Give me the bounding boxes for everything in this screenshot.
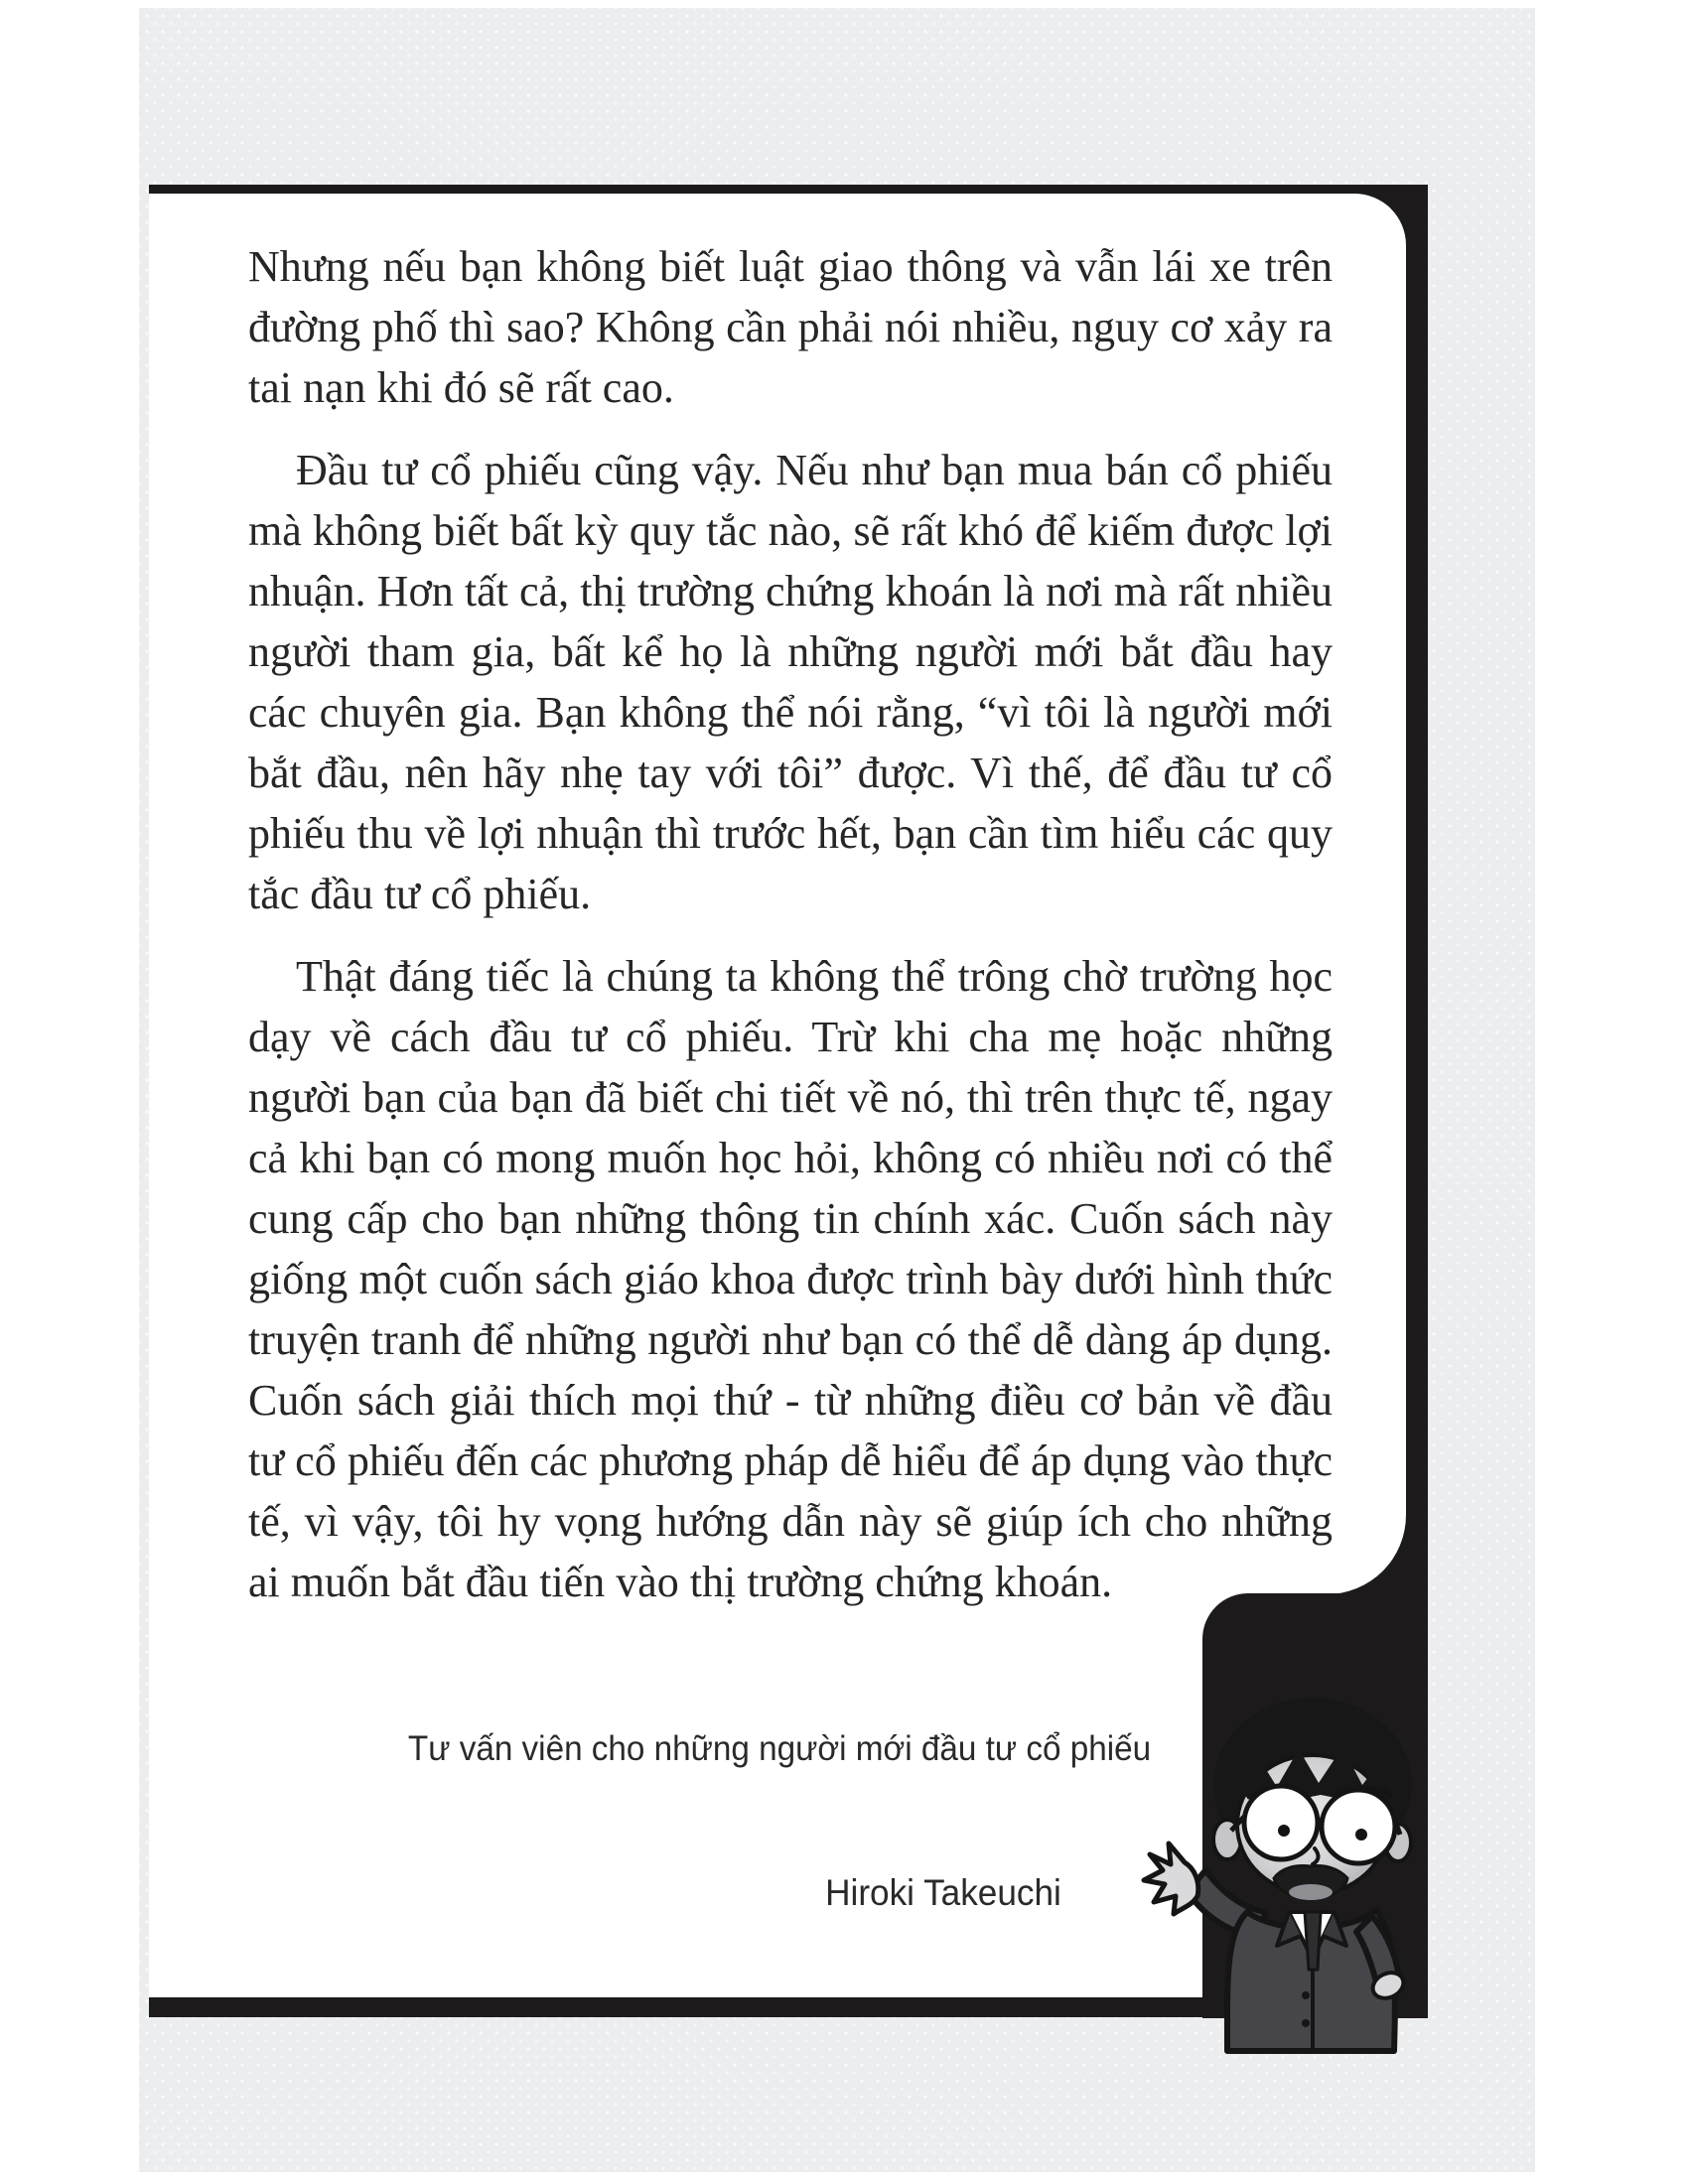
- paragraph-text: Thật đáng tiếc là chúng ta không thể trông chờ trường học dạy về cách đầu tư cổ phiếu. Trừ khi cha mẹ hoặc những người bạn của bạn đã biết chi tiết về nó, thì trên thực tế, ngay cả khi bạn có mong muốn học hỏi, không có nhiều nơi có thể cung cấp cho bạn những thông tin chính xác. Cuốn sách này giống một cuốn sách giáo khoa được trình bày dưới hình thức truyện tranh để những người như bạn có thể dễ dàng áp dụng. Cuốn sách giải thích mọi thứ - từ những điều cơ bản về đầu tư cổ phiếu đến các phương pháp dễ hiểu để áp dụng vào thực tế, vì vậy, tôi hy vọng hướng dẫn này sẽ giúp ích cho những ai muốn bắt đầu tiến vào thị trường chứng khoán.: [248, 952, 1333, 1606]
- paragraph: Đầu tư cổ phiếu cũng vậy. Nếu như bạn mua bán cổ phiếu mà không biết bất kỳ quy tắc nào, sẽ rất khó để kiếm được lợi nhuận. Hơn tất cả, thị trường chứng khoán là nơi mà rất nhiều người tham gia, bất kể họ là những người mới bắt đầu hay các chuyên gia. Bạn không thể nói rằng, “vì tôi là người mới bắt đầu, nên hãy nhẹ tay với tôi” được. Vì thế, để đầu tư cổ phiếu thu về lợi nhuận thì trước hết, bạn cần tìm hiểu các quy tắc đầu tư cổ phiếu.: [248, 446, 1333, 918]
- pupil: [1355, 1829, 1367, 1841]
- byline: Tư vấn viên cho những người mới đầu tư cổ phiếu: [407, 1729, 1152, 1768]
- advisor-character-illustration: [1132, 1646, 1430, 2055]
- tie: [1305, 1912, 1321, 1970]
- tongue: [1289, 1884, 1333, 1900]
- open-hand-icon: [1144, 1843, 1198, 1914]
- page-text-column: [248, 236, 1333, 1733]
- head: [1213, 1698, 1412, 1900]
- author-name: Hiroki Takeuchi: [825, 1872, 1061, 1913]
- paragraph: Nhưng nếu bạn không biết luật giao thông và vẫn lái xe trên đường phố thì sao? Không cần phải nói nhiều, nguy cơ xảy ra tai nạn khi đó sẽ rất cao.: [248, 242, 1333, 412]
- pupil: [1278, 1825, 1290, 1837]
- paragraph: [248, 946, 1333, 1612]
